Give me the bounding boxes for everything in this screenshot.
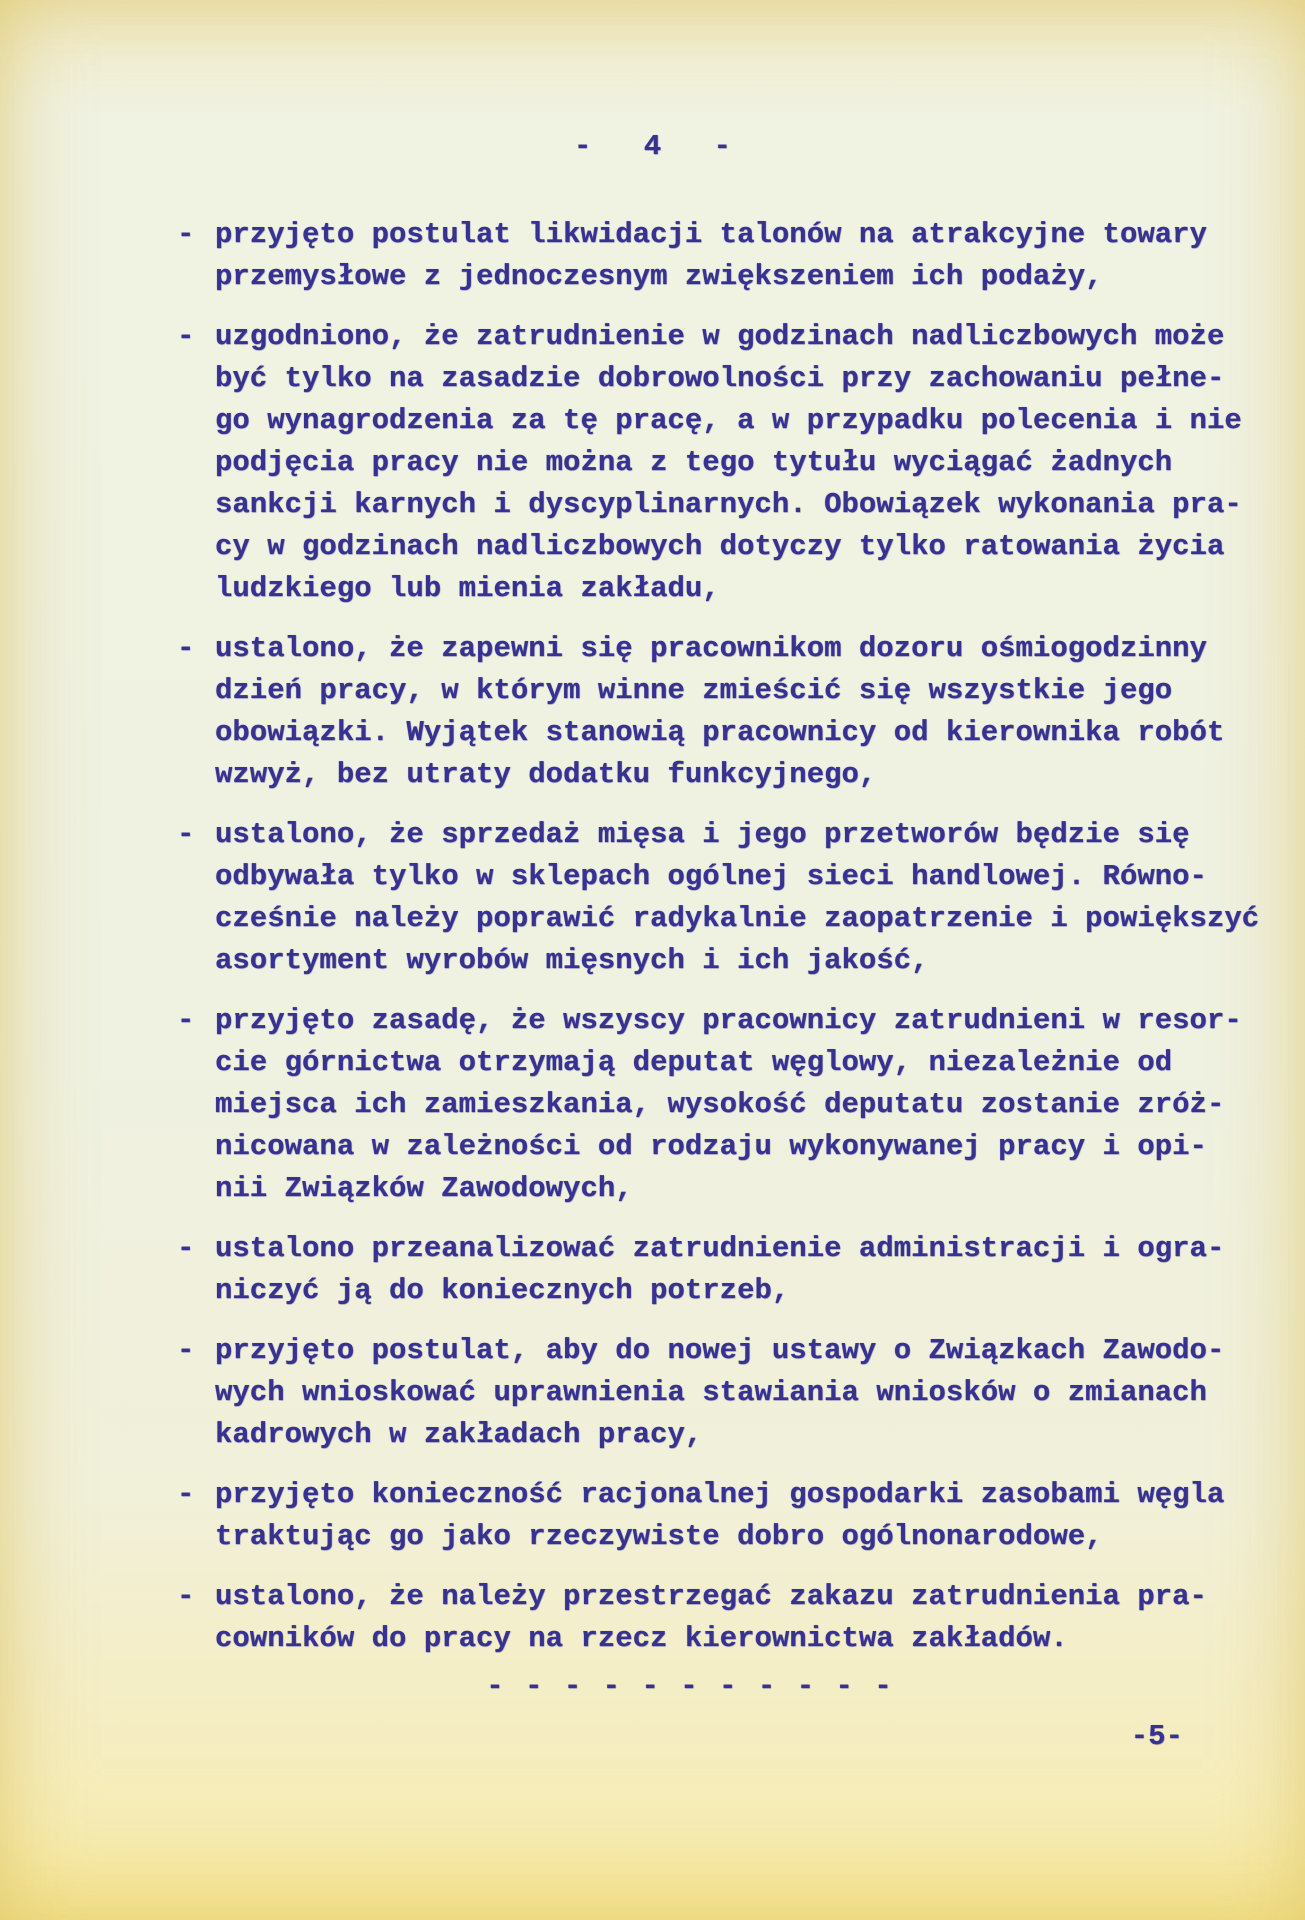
bullet-dash: - — [177, 1580, 195, 1613]
separator-dashes: - - - - - - - - - - - — [486, 1670, 893, 1703]
text-line: być tylko na zasadzie dobrowolności przy zachowaniu pełne- — [215, 362, 1225, 395]
list-item — [177, 1576, 1265, 1660]
list-item — [177, 1000, 1265, 1210]
text-line: przyjęto konieczność racjonalnej gospodarki zasobami węgla — [215, 1478, 1225, 1511]
text-line: asortyment wyrobów mięsnych i ich jakość, — [215, 944, 929, 977]
bullet-dash: - — [177, 320, 195, 353]
list-item — [177, 316, 1265, 610]
bullet-dash: - — [177, 218, 195, 251]
text-line: ustalono, że sprzedaż mięsa i jego przetworów będzie się — [215, 818, 1190, 851]
text-line: cześnie należy poprawić radykalnie zaopatrzenie i powiększyć — [215, 902, 1260, 935]
bullet-dash: - — [177, 632, 195, 665]
text-line: uzgodniono, że zatrudnienie w godzinach nadliczbowych może — [215, 320, 1225, 353]
list-item — [177, 1330, 1265, 1456]
text-line: ustalono, że należy przestrzegać zakazu zatrudnienia pra- — [215, 1580, 1207, 1613]
text-line: odbywała tylko w sklepach ogólnej sieci handlowej. Równo- — [215, 860, 1207, 893]
text-line: wzwyż, bez utraty dodatku funkcyjnego, — [215, 758, 877, 791]
text-line: nii Związków Zawodowych, — [215, 1172, 633, 1205]
text-line: cie górnictwa otrzymają deputat węglowy, niezależnie od — [215, 1046, 1173, 1079]
bullet-dash: - — [177, 1232, 195, 1265]
text-line: wych wnioskować uprawnienia stawiania wniosków o zmianach — [215, 1376, 1207, 1409]
page-header-number: - 4 - — [573, 130, 731, 163]
list-item — [177, 814, 1265, 982]
text-line: traktując go jako rzeczywiste dobro ogólnonarodowe, — [215, 1520, 1103, 1553]
text-line: przyjęto zasadę, że wszyscy pracownicy zatrudnieni w resor- — [215, 1004, 1242, 1037]
list-item — [177, 628, 1265, 796]
text-line: kadrowych w zakładach pracy, — [215, 1418, 703, 1451]
list-item — [177, 1474, 1265, 1558]
text-line: cowników do pracy na rzecz kierownictwa zakładów. — [215, 1622, 1068, 1655]
text-line: ustalono, że zapewni się pracownikom dozoru ośmiogodzinny — [215, 632, 1207, 665]
bullet-list — [177, 214, 1265, 1660]
text-line: miejsca ich zamieszkania, wysokość deputatu zostanie zróż- — [215, 1088, 1225, 1121]
page-footer-number: -5- — [1130, 1720, 1183, 1753]
text-line: przemysłowe z jednoczesnym zwiększeniem ich podaży, — [215, 260, 1103, 293]
list-item — [177, 1228, 1265, 1312]
text-line: go wynagrodzenia za tę pracę, a w przypadku polecenia i nie — [215, 404, 1242, 437]
text-line: dzień pracy, w którym winne zmieścić się wszystkie jego — [215, 674, 1173, 707]
text-line: przyjęto postulat, aby do nowej ustawy o Związkach Zawodo- — [215, 1334, 1225, 1367]
text-line: ustalono przeanalizować zatrudnienie administracji i ogra- — [215, 1232, 1225, 1265]
text-line: ludzkiego lub mienia zakładu, — [215, 572, 720, 605]
text-line: obowiązki. Wyjątek stanowią pracownicy od kierownika robót — [215, 716, 1225, 749]
bullet-dash: - — [177, 1004, 195, 1037]
text-line: cy w godzinach nadliczbowych dotyczy tylko ratowania życia — [215, 530, 1225, 563]
bullet-dash: - — [177, 1334, 195, 1367]
bullet-dash: - — [177, 818, 195, 851]
text-line: niczyć ją do koniecznych potrzeb, — [215, 1274, 790, 1307]
bullet-dash: - — [177, 1478, 195, 1511]
list-item — [177, 214, 1265, 298]
text-line: sankcji karnych i dyscyplinarnych. Obowiązek wykonania pra- — [215, 488, 1242, 521]
text-line: przyjęto postulat likwidacji talonów na atrakcyjne towary — [215, 218, 1207, 251]
text-line: podjęcia pracy nie można z tego tytułu wyciągać żadnych — [215, 446, 1173, 479]
text-line: nicowana w zależności od rodzaju wykonywanej pracy i opi- — [215, 1130, 1207, 1163]
